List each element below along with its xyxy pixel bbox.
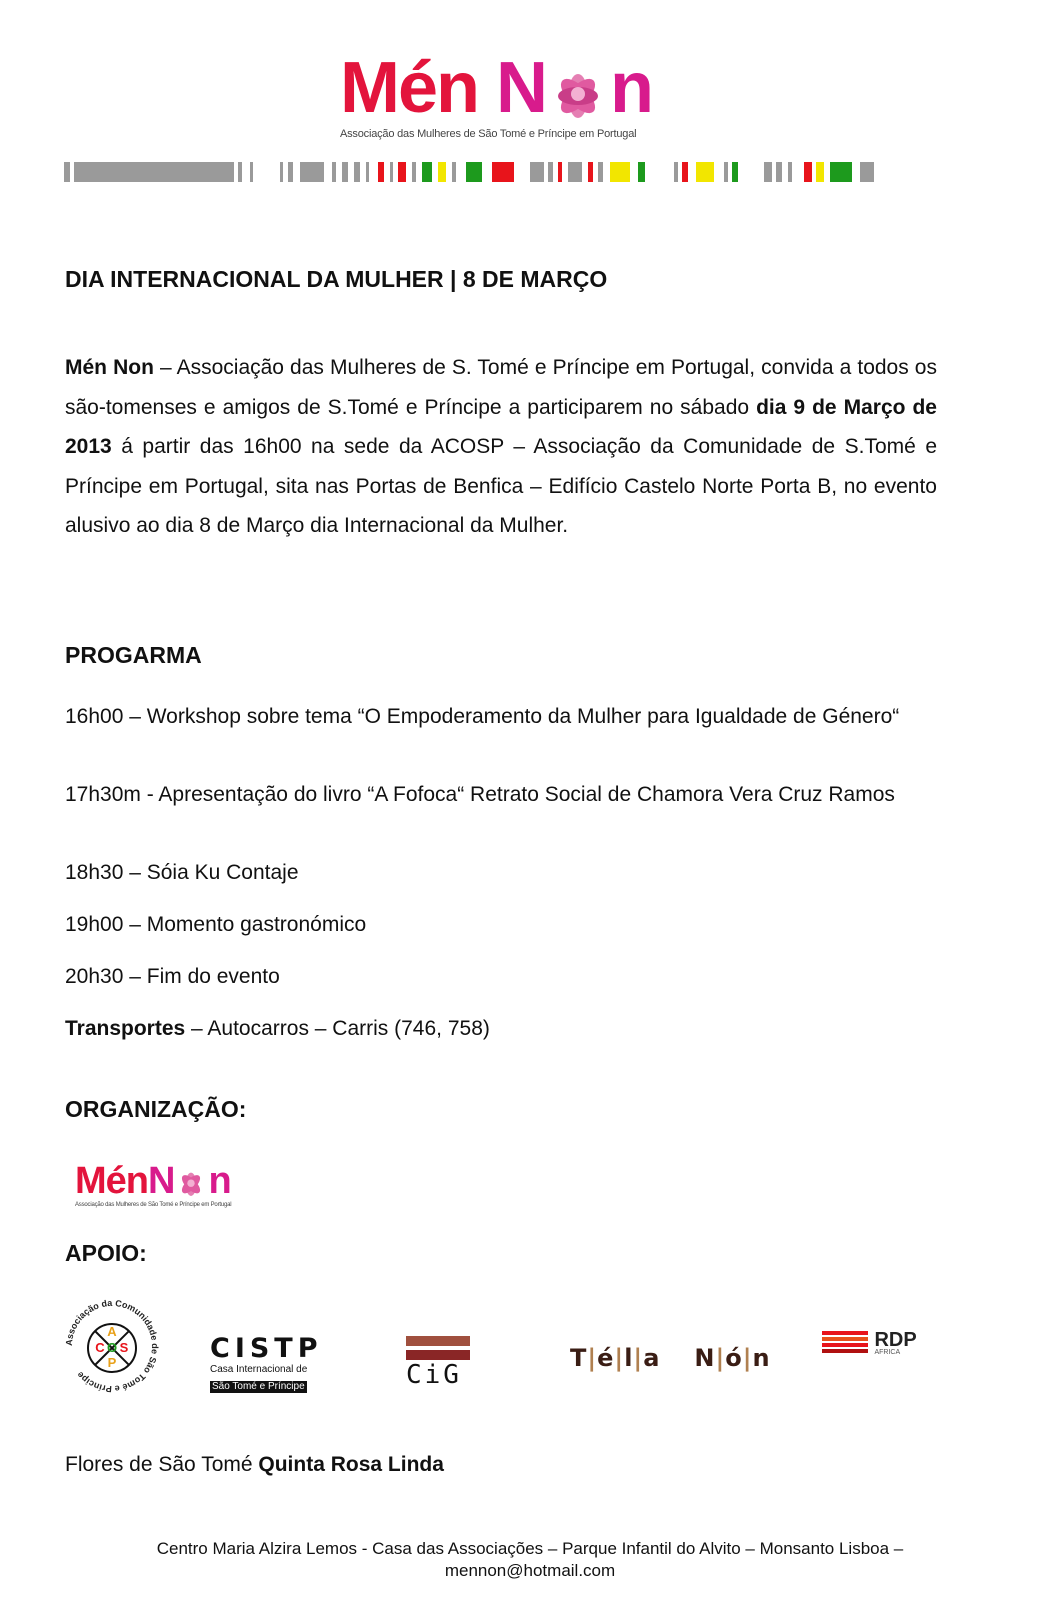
cig-logo	[406, 1336, 470, 1388]
org-logo-non-n1: N	[148, 1160, 175, 1202]
header-logo	[340, 48, 670, 140]
flowers-line	[65, 1452, 937, 1478]
tela-letter: l	[624, 1344, 634, 1372]
logo-non-text	[496, 48, 652, 128]
organization-logo	[75, 1162, 231, 1208]
logo-subtitle: Associação das Mulheres de São Tomé e Príncipe em Portugal	[340, 128, 637, 140]
org-logo-subtitle: Associação das Mulheres de São Tomé e Príncipe em Portugal	[75, 1202, 232, 1208]
tela-letter: N	[694, 1344, 716, 1372]
acosp-letter: O	[106, 1340, 118, 1355]
tela-letter: é	[597, 1344, 615, 1372]
program-item: 20h30 – Fim do evento	[65, 965, 280, 988]
acosp-letter: C	[95, 1340, 105, 1355]
program-item: 18h30 – Sóia Ku Contaje	[65, 861, 299, 884]
decorative-color-stripe	[64, 162, 906, 182]
acosp-letter: S	[119, 1340, 129, 1355]
acosp-letter: A	[107, 1324, 117, 1339]
cig-text: CiG	[406, 1360, 462, 1390]
transport-label: Transportes	[65, 1017, 186, 1040]
logo-non-n1: N	[496, 48, 547, 128]
lotus-flower-icon	[174, 1163, 208, 1197]
program-item: 17h30m - Apresentação do livro “A Fofoca“ Retrato Social de Chamora Vera Cruz Ramos	[65, 783, 895, 806]
cig-bar-bottom	[406, 1350, 470, 1360]
cistp-line-1: Casa Internacional de	[210, 1364, 308, 1375]
tela-non-logo: T|é|l|a N|ó|n	[570, 1344, 771, 1372]
footer-email: mennon@hotmail.com	[444, 1561, 616, 1580]
rdp-africa-logo	[822, 1330, 917, 1358]
intro-text-1: – Associação das Mulheres de S. Tomé e Príncipe em Portugal, convida a todos os são-tomenses e amigos de S.Tomé e Príncipe a participarem no sábado	[65, 356, 937, 419]
cistp-line-2: São Tomé e Príncipe	[212, 1381, 305, 1392]
tela-letter: T	[570, 1344, 588, 1372]
organization-heading: ORGANIZAÇÃO:	[65, 1096, 247, 1122]
program-heading: PROGARMA	[65, 642, 202, 668]
rdp-sub-text: AFRICA	[874, 1349, 901, 1356]
logo-wordmark	[340, 48, 670, 128]
footer-address: Centro Maria Alzira Lemos - Casa das Associações – Parque Infantil do Alvito – Monsanto Lisboa –	[156, 1539, 904, 1558]
rdp-stripes-icon	[822, 1330, 868, 1358]
intro-event-date: dia 9 de Março de 2013	[65, 395, 937, 459]
program-item: 16h00 – Workshop sobre tema “O Empoderamento da Mulher para Igualdade de Género“	[65, 705, 900, 728]
program-item: 19h00 – Momento gastronómico	[65, 913, 367, 936]
org-logo-non-n2: n	[208, 1160, 231, 1202]
flowers-text: Flores de São Tomé	[65, 1453, 259, 1476]
cistp-title: CISTP	[210, 1333, 323, 1364]
transport-text: – Autocarros – Carris (746, 758)	[185, 1017, 490, 1040]
footer	[40, 1538, 1020, 1582]
transport-info	[65, 1016, 937, 1042]
page-title: DIA INTERNACIONAL DA MULHER | 8 DE MARÇO	[65, 266, 608, 292]
intro-paragraph	[65, 348, 937, 546]
acosp-ring-text: Associação da Comunidade de São Tomé e Príncipe	[63, 1297, 161, 1395]
org-logo-non-text	[148, 1160, 231, 1202]
cig-bar-top	[406, 1336, 470, 1346]
lotus-flower-icon	[546, 56, 610, 120]
acosp-logo	[62, 1296, 162, 1396]
logo-men-text: Mén	[340, 48, 478, 128]
tela-letter: a	[643, 1344, 661, 1372]
tela-letter: n	[752, 1344, 771, 1372]
logo-non-n2: n	[610, 48, 652, 128]
rdp-text: RDP	[874, 1329, 917, 1351]
support-heading: APOIO:	[65, 1240, 147, 1266]
intro-text-2: á partir das 16h00 na sede da ACOSP – Associação da Comunidade de S.Tomé e Príncipe em Portugal, sita nas Portas de Benfica – Edifício Castelo Norte Porta B, no evento alusivo ao dia 8 de Março dia Internacional da Mulher.	[65, 435, 937, 538]
intro-org-name: Mén Non	[65, 356, 154, 379]
acosp-letter: P	[107, 1355, 117, 1370]
tela-letter: ó	[725, 1344, 743, 1372]
cistp-logo	[210, 1335, 336, 1394]
org-logo-men-text: Mén	[75, 1160, 148, 1202]
flowers-bold: Quinta Rosa Linda	[258, 1453, 444, 1476]
